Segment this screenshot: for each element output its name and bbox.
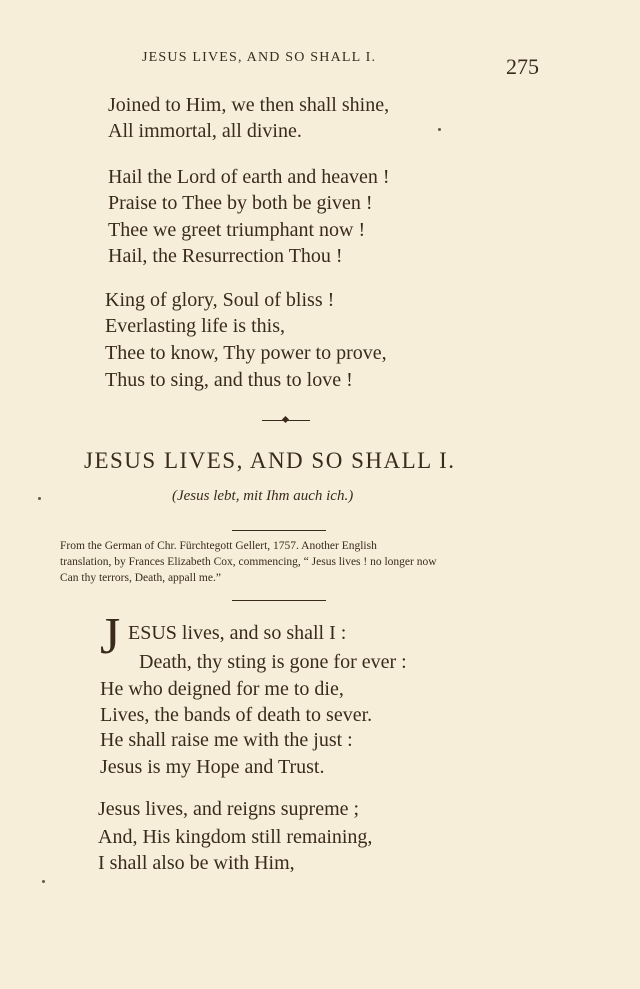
source-note-line: From the German of Chr. Fürchtegott Gellert, 1757. Another English bbox=[60, 540, 377, 552]
running-head: JESUS LIVES, AND SO SHALL I. bbox=[142, 50, 377, 65]
verse-line: Hail the Lord of earth and heaven ! bbox=[108, 166, 390, 188]
verse-line: All immortal, all divine. bbox=[108, 120, 302, 142]
verse-line: Praise to Thee by both be given ! bbox=[108, 192, 373, 214]
verse-line: Death, thy sting is gone for ever : bbox=[139, 651, 407, 673]
verse-line: ESUS lives, and so shall I : bbox=[128, 622, 347, 644]
rule-top bbox=[232, 530, 326, 531]
verse-line: King of glory, Soul of bliss ! bbox=[105, 289, 335, 311]
section-divider-ornament bbox=[262, 414, 310, 426]
drop-cap: J bbox=[100, 608, 121, 665]
page-number: 275 bbox=[506, 54, 539, 79]
verse-line: And, His kingdom still remaining, bbox=[98, 826, 373, 848]
verse-line: Lives, the bands of death to sever. bbox=[100, 704, 373, 726]
rule-bottom bbox=[232, 600, 326, 601]
verse-line: He who deigned for me to die, bbox=[100, 678, 344, 700]
diamond-icon bbox=[282, 416, 289, 423]
verse-line: Jesus is my Hope and Trust. bbox=[100, 756, 325, 778]
source-note-line: translation, by Frances Elizabeth Cox, commencing, “ Jesus lives ! no longer now bbox=[60, 556, 437, 568]
verse-line: Thee we greet triumphant now ! bbox=[108, 219, 366, 241]
paper-speck bbox=[438, 128, 441, 131]
verse-line: Hail, the Resurrection Thou ! bbox=[108, 245, 343, 267]
verse-line: Joined to Him, we then shall shine, bbox=[108, 94, 390, 116]
hymn-title: JESUS LIVES, AND SO SHALL I. bbox=[84, 448, 456, 473]
verse-line: He shall raise me with the just : bbox=[100, 729, 353, 751]
hymn-subtitle: (Jesus lebt, mit Ihm auch ich.) bbox=[172, 488, 354, 504]
source-note-line: Can thy terrors, Death, appall me.” bbox=[60, 572, 221, 584]
verse-line: Everlasting life is this, bbox=[105, 315, 285, 337]
verse-line: Thus to sing, and thus to love ! bbox=[105, 369, 353, 391]
paper-speck bbox=[42, 880, 45, 883]
verse-line: I shall also be with Him, bbox=[98, 852, 295, 874]
verse-line: Thee to know, Thy power to prove, bbox=[105, 342, 387, 364]
verse-line: Jesus lives, and reigns supreme ; bbox=[98, 798, 360, 820]
paper-speck bbox=[38, 497, 41, 500]
